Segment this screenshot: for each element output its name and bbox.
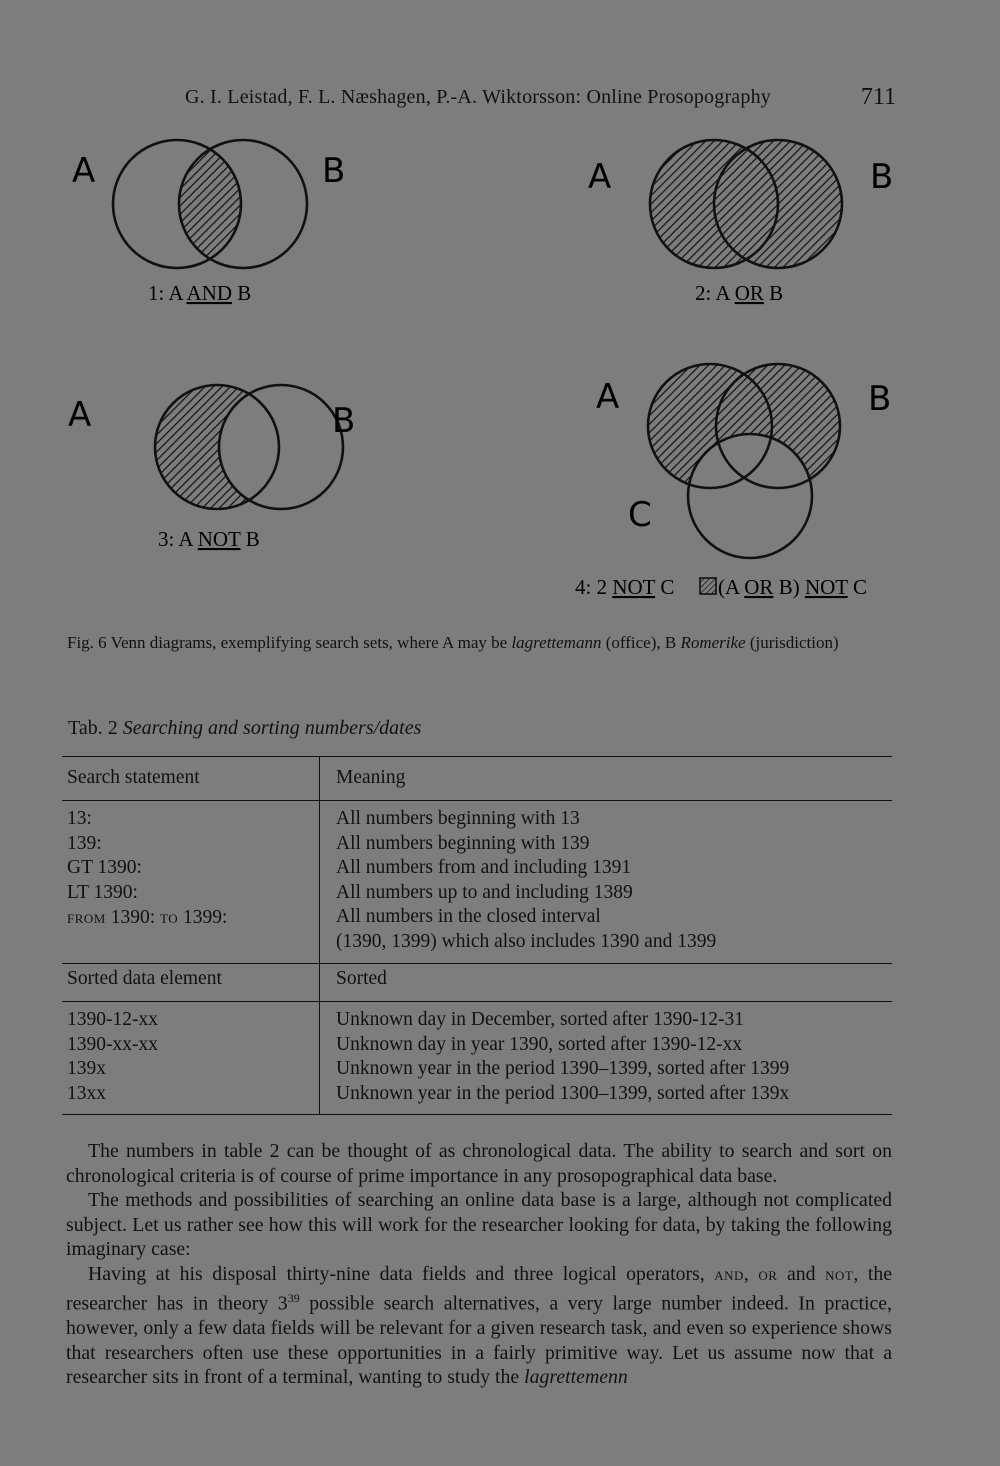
label-b: B: [868, 379, 892, 419]
table-cell: (1390, 1399) which also includes 1390 and 1399: [336, 930, 717, 952]
paragraph: The numbers in table 2 can be thought of as chronological data. The ability to search and sort on chronological criteria is of course of prime importance in any prosopographical data base.: [66, 1140, 892, 1187]
paragraph: The methods and possibilities of searching an online data base is a large, although not complicated subject. Let us rather see how this will work for the researcher looking for data, by taking the following imaginary case:: [66, 1189, 892, 1260]
table-cell: 1390-xx-xx: [67, 1033, 158, 1055]
table-cell: Unknown year in the period 1390–1399, sorted after 1399: [336, 1058, 790, 1079]
label-b: B: [870, 157, 894, 197]
caption-or-not: 4: 2 NOT C: [575, 575, 675, 599]
page-number: 711: [860, 84, 896, 110]
table-bottom-rule: [62, 1114, 892, 1115]
hatch-square-icon: [700, 578, 716, 594]
body-text: [66, 1139, 892, 1390]
label-a: A: [72, 151, 96, 191]
table-cell: Unknown day in year 1390, sorted after 1390-12-xx: [336, 1033, 743, 1055]
sorted-column: [336, 1008, 789, 1106]
table-cell: Unknown day in December, sorted after 1390-12-31: [336, 1009, 745, 1030]
table-cell: All numbers up to and including 1389: [336, 881, 633, 903]
table-top-rule: [62, 756, 892, 757]
figure-caption: Fig. 6 Venn diagrams, exemplifying search sets, where A may be lagrettemann (office), B Romerike (jurisdiction): [67, 633, 839, 652]
label-b: B: [332, 401, 356, 441]
running-header: G. I. Leistad, F. L. Næshagen, P.-A. Wiktorsson: Online Prosopography: [185, 86, 771, 108]
table-header-rule: [62, 800, 892, 801]
label-a: A: [596, 377, 620, 417]
venn-diagram-or: [580, 130, 910, 320]
label-a: A: [68, 395, 92, 435]
caption-or: 2: A OR B: [695, 281, 784, 305]
table-cell: 1390-12-xx: [67, 1009, 158, 1030]
table-header-sorted: Sorted: [336, 968, 387, 989]
table-header2-rule: [62, 1001, 892, 1002]
table-cell: All numbers in the closed interval: [336, 906, 601, 927]
caption-not: 3: A NOT B: [158, 527, 260, 551]
venn-diagram-or-not: [560, 360, 910, 610]
table-title: Tab. 2 Searching and sorting numbers/dates: [68, 717, 422, 739]
search-statement-column: [67, 807, 227, 931]
label-a: A: [588, 157, 612, 197]
table-column-divider: [319, 757, 320, 1114]
table-cell: GT 1390:: [67, 857, 142, 878]
table-cell: All numbers from and including 1391: [336, 857, 632, 878]
table-section-rule: [62, 963, 892, 964]
table-cell: 139:: [67, 832, 102, 854]
table-cell: Unknown year in the period 1300–1399, sorted after 139x: [336, 1082, 790, 1104]
label-b: B: [322, 151, 346, 191]
paragraph: Having at his disposal thirty-nine data fields and three logical operators, and, or and not, the researcher has in theory $3^{39}$ possible search alternatives, a very large number indeed. In practice, however, only a few data fields will be relevant for a given research task, and even so experience shows that researchers often use these opportunities in a fairly primitive way. Let us assume now that a researcher sits in front of a terminal, wanting to study the lagrettemenn: [66, 1262, 892, 1389]
table-cell: 13xx: [67, 1082, 106, 1104]
meaning-column: [336, 807, 716, 954]
table-cell: LT 1390:: [67, 881, 138, 903]
table-header-meaning: Meaning: [336, 767, 406, 788]
label-c: C: [628, 495, 652, 535]
table-cell-from-to: from 1390: to 1399:: [67, 907, 228, 928]
table-cell: 139x: [67, 1058, 106, 1079]
table-header-sorted-data-element: Sorted data element: [67, 968, 222, 989]
sorted-data-element-column: [67, 1008, 158, 1106]
venn-diagram-not: [60, 378, 380, 558]
caption-or-not-rest: (A OR B) NOT C: [718, 575, 867, 599]
table-header-search-statement: Search statement: [67, 767, 200, 788]
venn-diagram-and: [60, 130, 370, 320]
table-cell: 13:: [67, 808, 92, 829]
table-cell: All numbers beginning with 13: [336, 808, 580, 829]
table-cell: All numbers beginning with 139: [336, 832, 590, 854]
caption-and: 1: A AND B: [148, 281, 252, 305]
